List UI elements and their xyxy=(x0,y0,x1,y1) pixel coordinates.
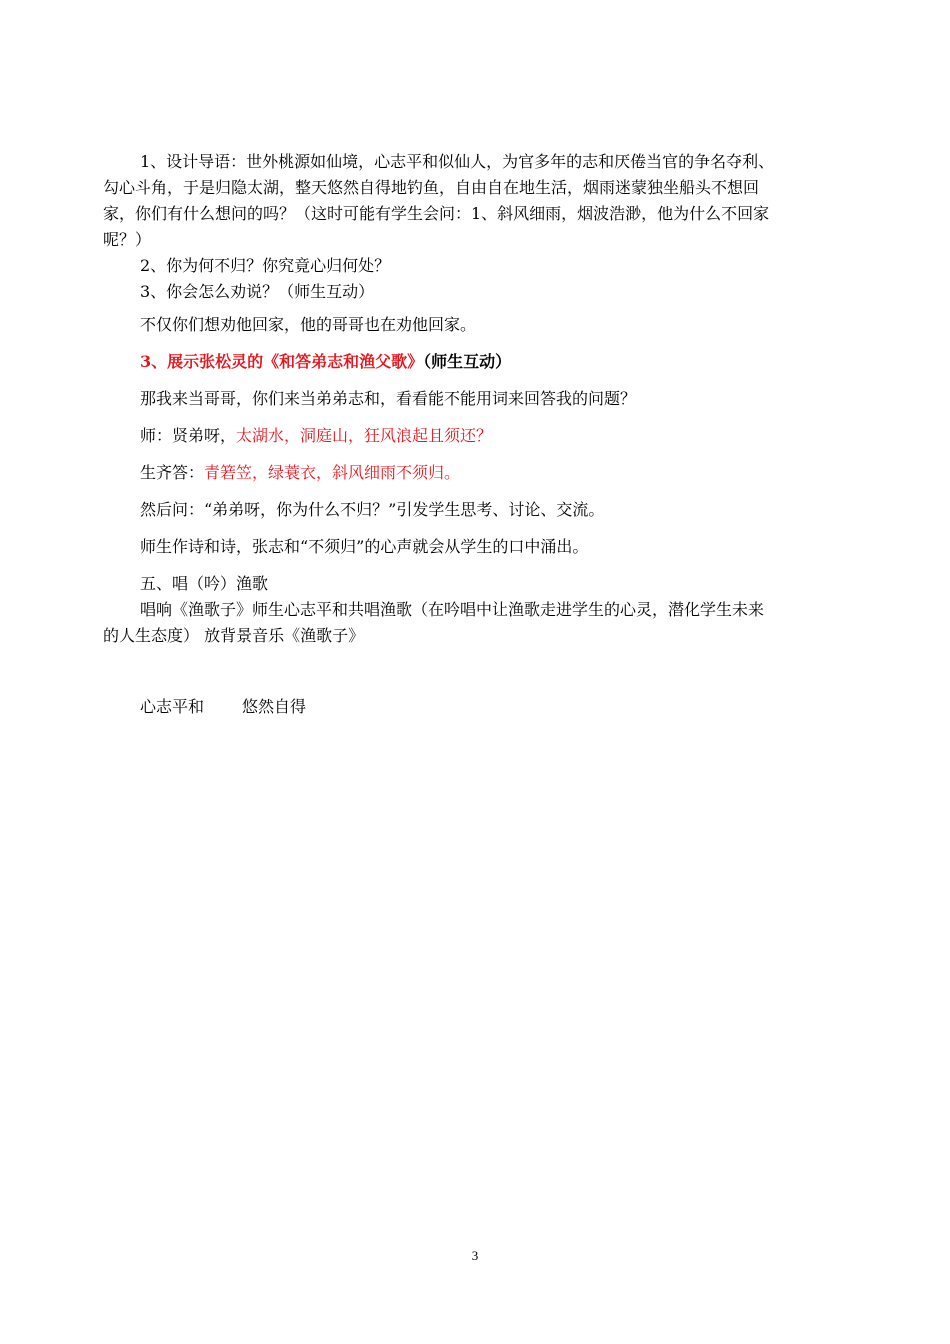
board-word-2: 悠然自得 xyxy=(242,697,307,716)
students-verse: 青箬笠，绿蓑衣，斜风细雨不须归。 xyxy=(204,463,461,482)
section-5-title: 五、唱（吟）渔歌 xyxy=(140,574,269,593)
teacher-line xyxy=(140,423,860,449)
students-line xyxy=(140,460,860,486)
section-5-line2: 的人生态度） 放背景音乐《渔歌子》 xyxy=(103,626,365,645)
teacher-label: 师：贤弟呀， xyxy=(140,426,237,445)
page-number: 3 xyxy=(471,1248,479,1263)
then-ask-line: 然后问：“弟弟呀，你为什么不归？”引发学生思考、讨论、交流。 xyxy=(140,500,605,519)
section-3-note: （师生互动） xyxy=(423,352,512,371)
board-word-1: 心志平和 xyxy=(140,697,205,716)
section-3-title: 3、展示张松灵的《和答弟志和渔父歌》 xyxy=(140,352,424,371)
section-3-heading xyxy=(140,349,860,375)
paragraph1-line1: 1、设计导语：世外桃源如仙境，心志平和似仙人，为官多年的志和厌倦当官的争名夺利、 xyxy=(140,152,775,171)
paragraph1-line2: 勾心斗角，于是归隐太湖，整天悠然自得地钓鱼，自由自在地生活，烟雨迷蒙独坐船头不想回 xyxy=(103,178,760,197)
teacher-verse: 太湖水，洞庭山，狂风浪起且须还？ xyxy=(236,426,493,445)
students-label: 生齐答： xyxy=(140,463,205,482)
blackboard-words xyxy=(140,694,860,720)
paragraph1-line4: 呢？） xyxy=(103,230,152,249)
poem-line: 师生作诗和诗，张志和“不须归”的心声就会从学生的口中涌出。 xyxy=(140,537,589,556)
section-5-line1: 唱响《渔歌子》师生心志平和共唱渔歌（在吟唱中让渔歌走进学生的心灵，潜化学生未来 xyxy=(140,600,765,619)
brother-line: 不仅你们想劝他回家，他的哥哥也在劝他回家。 xyxy=(140,315,477,334)
question-2: 2、你为何不归？你究竟心归何处？ xyxy=(140,256,391,275)
paragraph1-line3: 家，你们有什么想问的吗？（这时可能有学生会问：1、斜风细雨，烟波浩渺，他为什么不回家 xyxy=(103,204,770,223)
intro-line: 那我来当哥哥，你们来当弟弟志和，看看能不能用词来回答我的问题？ xyxy=(140,389,637,408)
question-3: 3、你会怎么劝说？（师生互动） xyxy=(140,282,375,301)
